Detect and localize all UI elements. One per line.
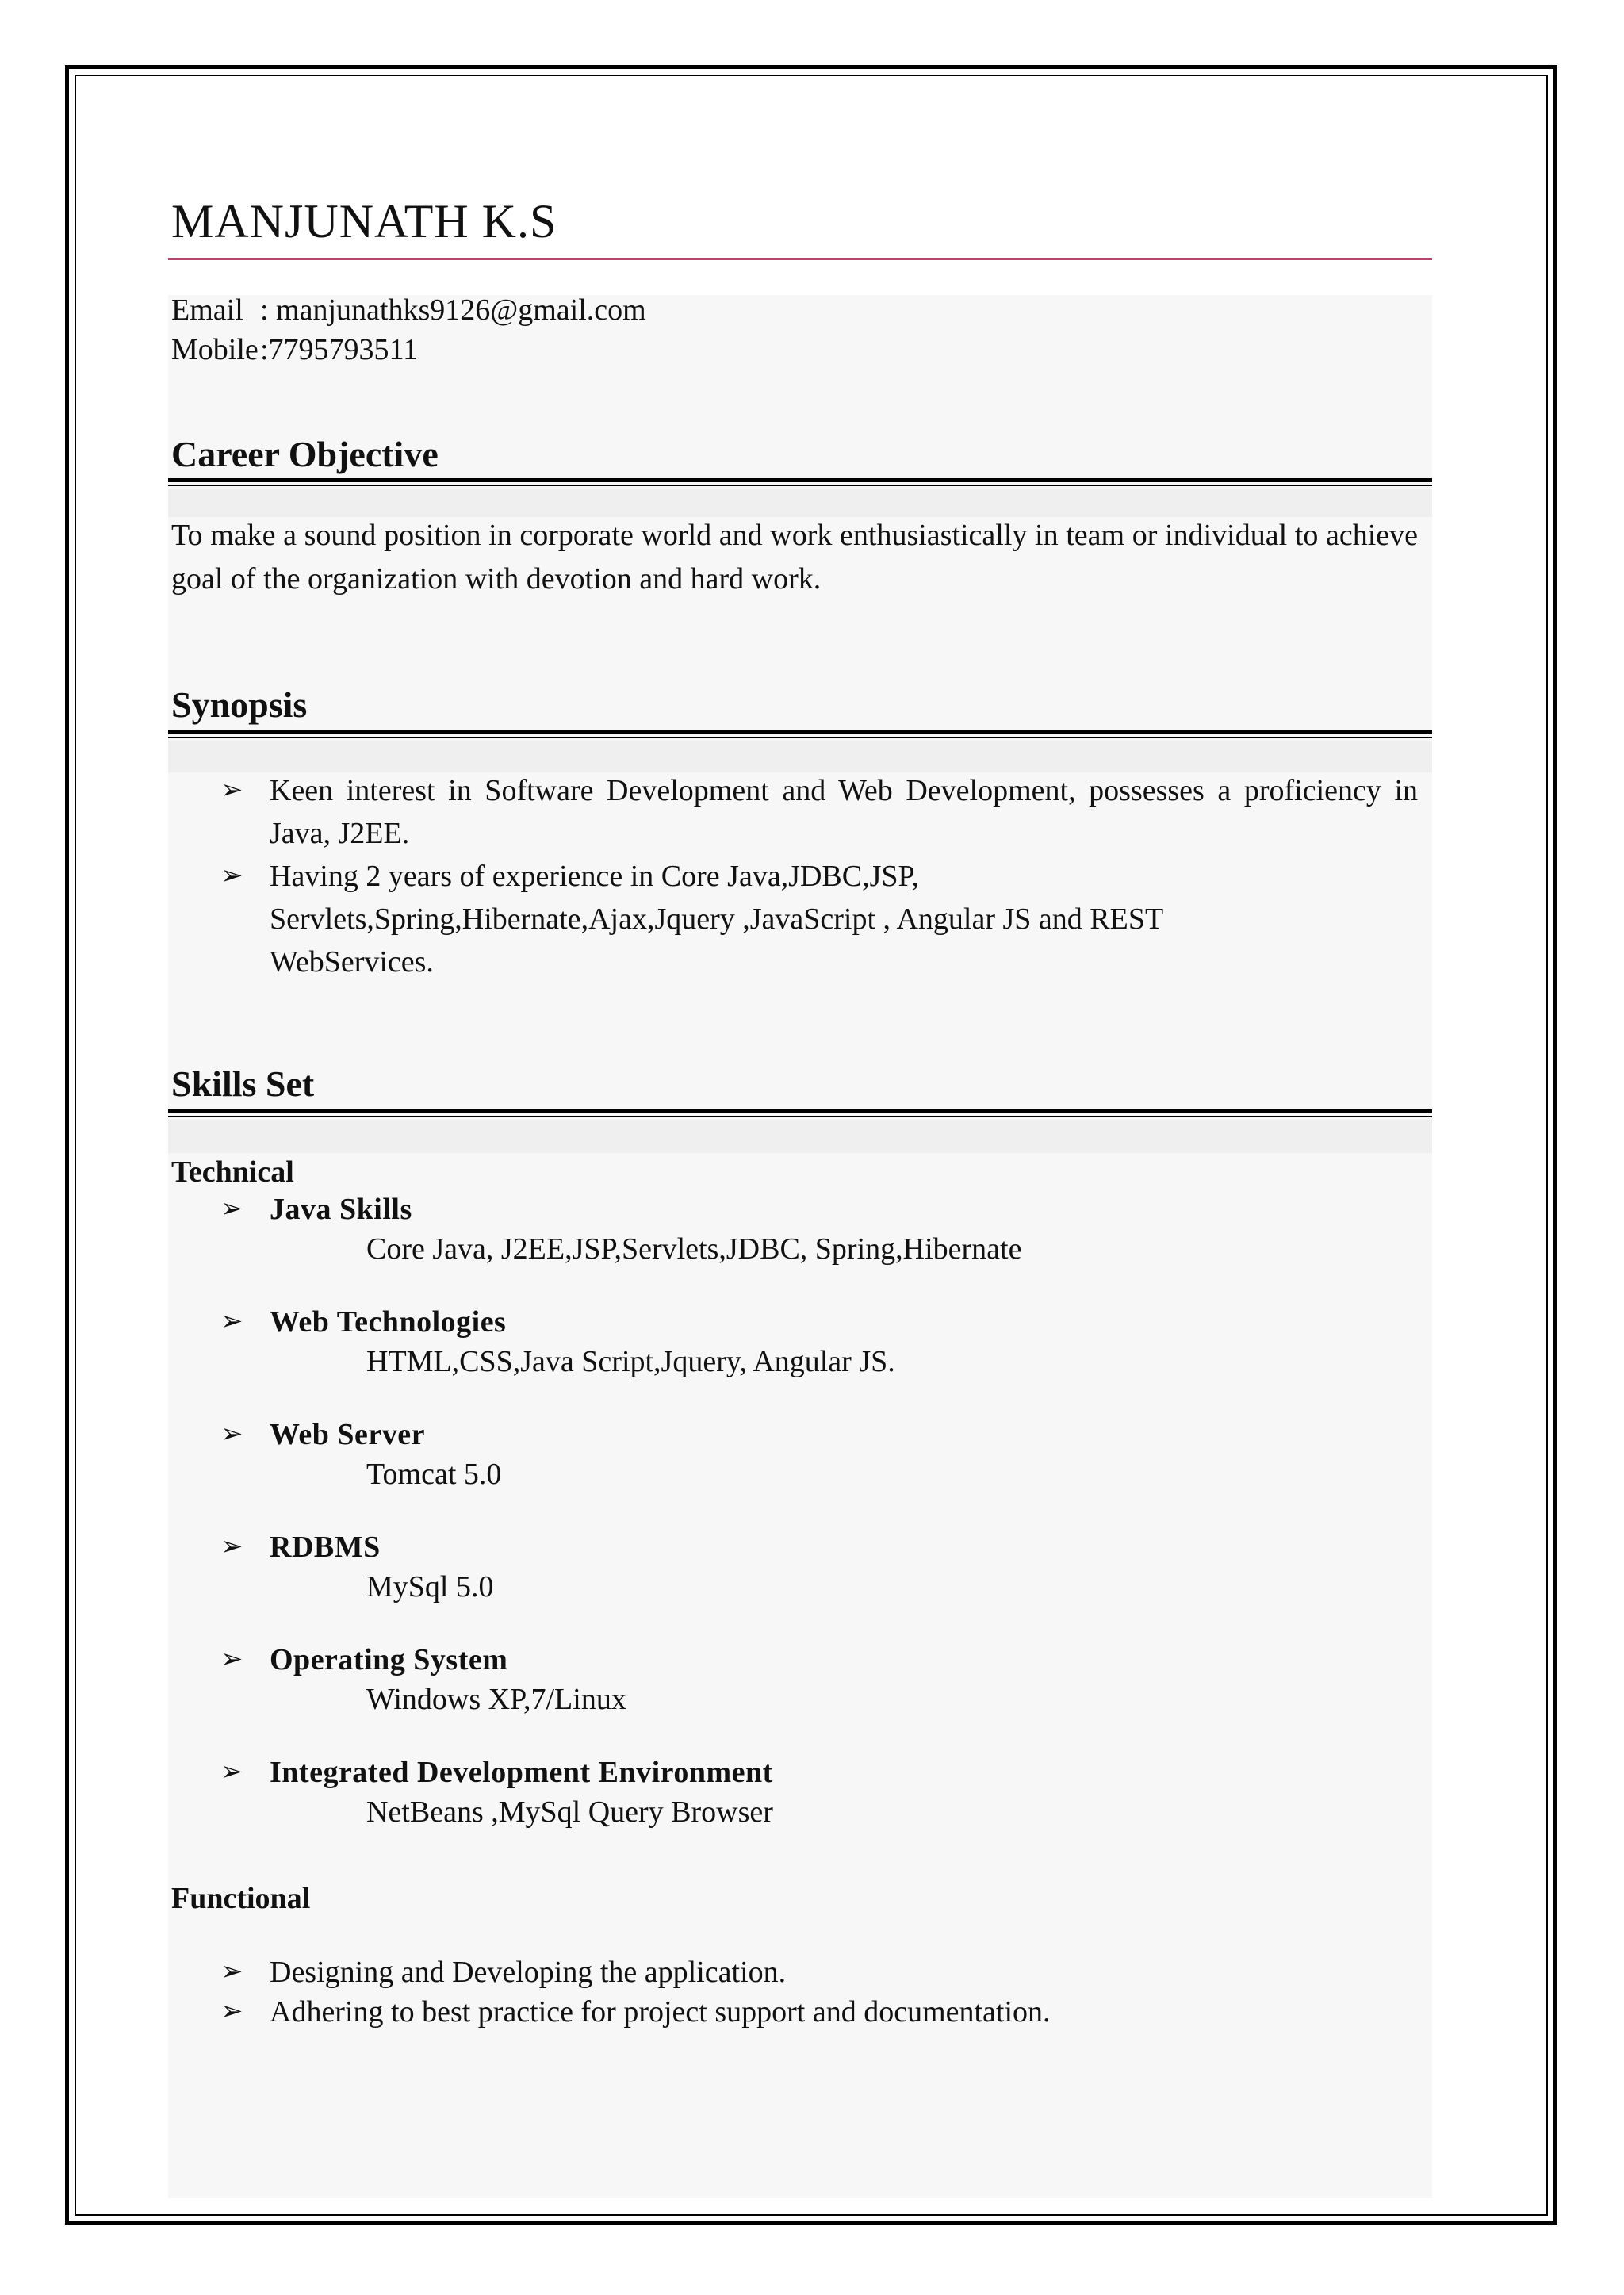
skill-group	[171, 1415, 1418, 1494]
functional-item-text: Adhering to best practice for project support and documentation.	[270, 1995, 1051, 2029]
career-objective-text: To make a sound position in corporate world and work enthusiastically in team or individual to achieve goal of the organization with devotion and hard work.	[171, 519, 1418, 596]
synopsis-heading: Synopsis	[171, 684, 308, 725]
mobile-value: :7795793511	[260, 333, 419, 366]
technical-heading: Technical	[171, 1155, 294, 1189]
arrowhead-bullet-icon: ➢	[220, 1997, 243, 2026]
email-value: : manjunathks9126@gmail.com	[260, 293, 646, 327]
list-item	[171, 855, 1418, 983]
arrowhead-bullet-icon: ➢	[220, 1645, 243, 1674]
list-item	[171, 769, 1418, 855]
skill-name-text: Integrated Development Environment	[270, 1756, 773, 1789]
arrowhead-bullet-icon: ➢	[220, 1194, 243, 1224]
skill-name-text: Web Server	[270, 1418, 426, 1451]
career-objective-rule	[168, 478, 1432, 486]
synopsis-band	[168, 741, 1432, 772]
skill-name-text: Java Skills	[270, 1193, 412, 1226]
email-line	[171, 290, 646, 330]
functional-item-text: Designing and Developing the application.	[270, 1956, 787, 1989]
skill-name	[171, 1302, 1418, 1342]
arrowhead-bullet-icon: ➢	[220, 776, 243, 805]
skills-band	[168, 1120, 1432, 1153]
mobile-line	[171, 330, 418, 370]
career-objective-heading: Career Objective	[171, 434, 439, 474]
synopsis-rule	[168, 730, 1432, 738]
arrowhead-bullet-icon: ➢	[220, 1420, 243, 1449]
skill-value: Windows XP,7/Linux	[366, 1683, 626, 1716]
skill-name	[171, 1527, 1418, 1567]
skill-group	[171, 1640, 1418, 1719]
candidate-name: MANJUNATH K.S	[171, 195, 557, 247]
arrowhead-bullet-icon: ➢	[220, 1532, 243, 1561]
skill-group	[171, 1190, 1418, 1269]
functional-list	[171, 1952, 1418, 2032]
skill-group	[171, 1302, 1418, 1381]
name-underline	[168, 258, 1432, 260]
arrowhead-bullet-icon: ➢	[220, 1307, 243, 1336]
skill-value: Tomcat 5.0	[366, 1458, 502, 1491]
email-label: Email	[171, 293, 243, 327]
skills-rule	[168, 1109, 1432, 1117]
skill-name-text: Operating System	[270, 1643, 508, 1676]
synopsis-item-text: Keen interest in Software Development and Web Development, possesses a proficiency in Java, J2EE.	[270, 774, 1418, 850]
skill-name	[171, 1640, 1418, 1680]
mobile-label: Mobile	[171, 333, 259, 366]
skill-name-text: RDBMS	[270, 1531, 381, 1564]
skills-heading: Skills Set	[171, 1063, 315, 1104]
arrowhead-bullet-icon: ➢	[220, 1957, 243, 1987]
skill-name-text: Web Technologies	[270, 1305, 507, 1339]
arrowhead-bullet-icon: ➢	[220, 861, 243, 891]
skill-name	[171, 1190, 1418, 1229]
synopsis-item-text: Having 2 years of experience in Core Java,JDBC,JSP, Servlets,Spring,Hibernate,Ajax,Jquery ,JavaScript , Angular JS and REST WebServices.	[270, 860, 1163, 979]
skill-value: NetBeans ,MySql Query Browser	[366, 1795, 773, 1829]
skill-value: MySql 5.0	[366, 1570, 494, 1603]
career-objective-band	[168, 489, 1432, 517]
list-item	[171, 1992, 1418, 2032]
synopsis-list	[171, 769, 1418, 983]
skill-name	[171, 1415, 1418, 1454]
skill-value: HTML,CSS,Java Script,Jquery, Angular JS.	[366, 1345, 895, 1378]
skill-group	[171, 1753, 1418, 1832]
skill-name	[171, 1753, 1418, 1792]
skill-value: Core Java, J2EE,JSP,Servlets,JDBC, Spring,Hibernate	[366, 1232, 1022, 1266]
functional-heading: Functional	[171, 1882, 311, 1915]
arrowhead-bullet-icon: ➢	[220, 1757, 243, 1787]
list-item	[171, 1952, 1418, 1992]
skill-group	[171, 1527, 1418, 1607]
